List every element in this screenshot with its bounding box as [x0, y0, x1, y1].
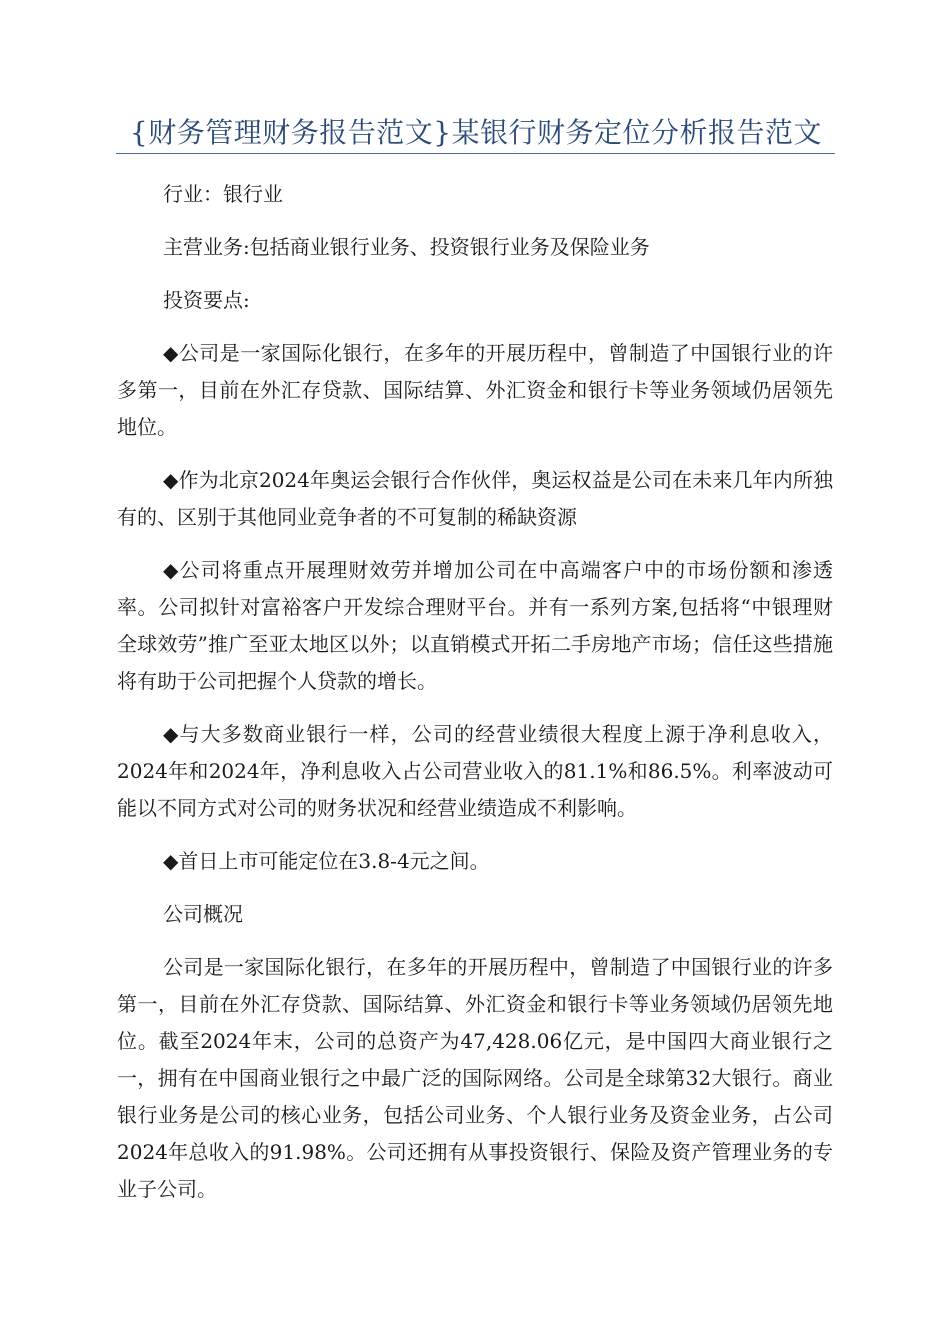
paragraph-point-4: ◆与大多数商业银行一样，公司的经营业绩很大程度上源于净利息收入，2024年和2024年，净利息收入占公司营业收入的81.1%和86.5%。利率波动可能以不同方式对公司的财务状况和经营业绩造成不利影响。 [117, 722, 833, 820]
paragraph-point-3: ◆公司将重点开展理财效劳并增加公司在中高端客户中的市场份额和渗透率。公司拟针对富裕客户开发综合理财平台。并有一系列方案,包括将“中银理财全球效劳”推广至亚太地区以外；以直销模式开拓二手房地产市场；信任这些措施将有助于公司把握个人贷款的增长。 [117, 558, 833, 693]
paragraph-point-1: ◆公司是一家国际化银行，在多年的开展历程中，曾制造了中国银行业的许多第一，目前在外汇存贷款、国际结算、外汇资金和银行卡等业务领域仍居领先地位。 [117, 341, 833, 439]
paragraph-point-5: ◆首日上市可能定位在3.8-4元之间。 [163, 849, 490, 873]
paragraph-point-2: ◆作为北京2024年奥运会银行合作伙伴，奥运权益是公司在未来几年内所独有的、区别于其他同业竞争者的不可复制的稀缺资源 [117, 468, 833, 529]
paragraph-company-overview-heading: 公司概况 [163, 902, 243, 926]
title-underline [116, 153, 835, 154]
paragraph-investment-points-heading: 投资要点: [163, 288, 250, 312]
paragraph-company-overview: 公司是一家国际化银行，在多年的开展历程中，曾制造了中国银行业的许多第一，目前在外汇存贷款、国际结算、外汇资金和银行卡等业务领域仍居领先地位。截至2024年末，公司的总资产为47,428.06亿元，是中国四大商业银行之一，拥有在中国商业银行之中最广泛的国际网络。公司是全球第32大银行。商业银行业务是公司的核心业务，包括公司业务、个人银行业务及资金业务，占公司2024年总收入的91.98%。公司还拥有从事投资银行、保险及资产管理业务的专业子公司。 [117, 955, 833, 1201]
paragraph-main-business: 主营业务:包括商业银行业务、投资银行业务及保险业务 [163, 235, 650, 259]
document-body [117, 176, 833, 1224]
paragraph-industry: 行业：银行业 [163, 182, 283, 206]
document-title: {财务管理财务报告范文}某银行财务定位分析报告范文 [129, 116, 823, 149]
